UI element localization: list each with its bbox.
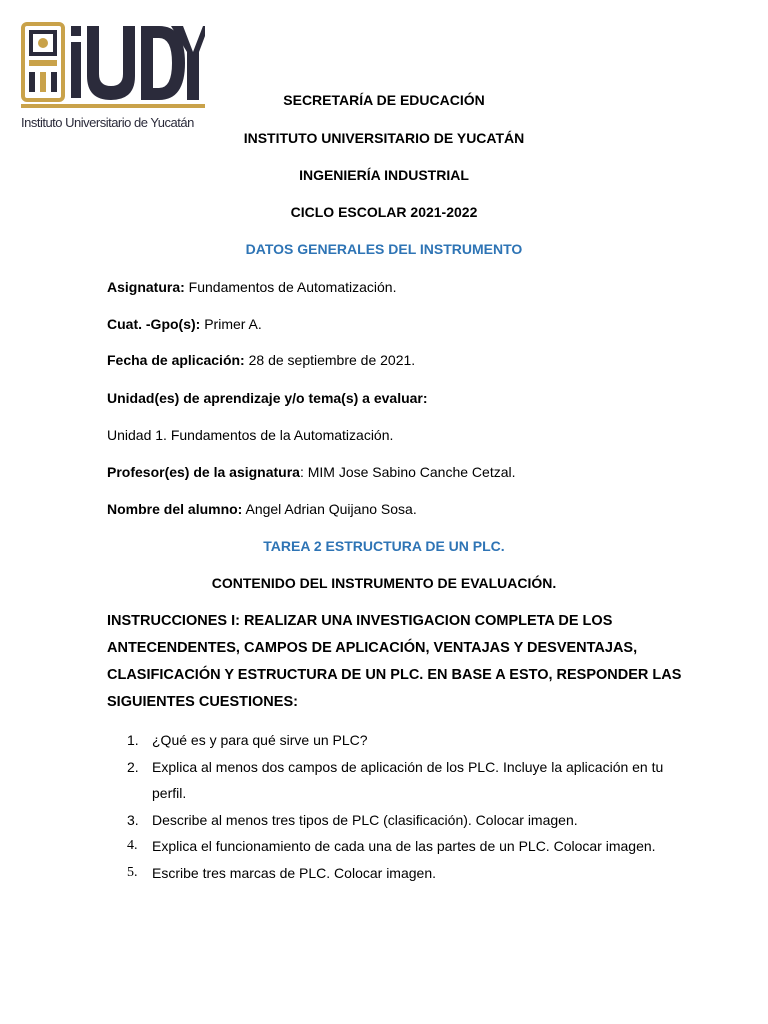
question-number: 4. bbox=[127, 838, 138, 853]
header-ciclo: CICLO ESCOLAR 2021-2022 bbox=[290, 204, 478, 220]
field-profesor-label: Profesor(es) de la asignatura bbox=[107, 464, 300, 480]
field-fecha-value: 28 de septiembre de 2021. bbox=[244, 352, 416, 368]
field-asignatura-label: Asignatura: bbox=[107, 279, 185, 295]
field-profesor-value: : MIM Jose Sabino Canche Cetzal. bbox=[299, 464, 516, 480]
field-alumno-value: Angel Adrian Quijano Sosa. bbox=[242, 501, 417, 517]
question-number: 3. bbox=[127, 811, 139, 828]
header-instituto: INSTITUTO UNIVERSITARIO DE YUCATÁN bbox=[243, 130, 525, 146]
header-secretaria: SECRETARÍA DE EDUCACIÓN bbox=[283, 92, 485, 108]
field-asignatura-value: Fundamentos de Automatización. bbox=[184, 279, 397, 295]
question-number: 1. bbox=[127, 732, 139, 748]
list-item bbox=[107, 807, 667, 834]
field-asignatura bbox=[107, 279, 396, 295]
logo-wordmark: Instituto Universitario de Yucatán bbox=[21, 115, 194, 130]
question-text: Escribe tres marcas de PLC. Colocar imagen. bbox=[152, 864, 436, 881]
questions-list bbox=[107, 727, 667, 886]
task-title: TAREA 2 ESTRUCTURA DE UN PLC. bbox=[263, 538, 505, 554]
content-title: CONTENIDO DEL INSTRUMENTO DE EVALUACIÓN. bbox=[211, 575, 557, 591]
field-cuat-value: Primer A. bbox=[200, 316, 262, 332]
field-unidad-label-row bbox=[107, 390, 428, 406]
question-text: ¿Qué es y para qué sirve un PLC? bbox=[152, 732, 368, 748]
instructions-text: INSTRUCCIONES I: REALIZAR UNA INVESTIGACION COMPLETA DE LOS ANTECENDENTES, CAMPOS DE APLICACIÓN, VENTAJAS Y DESVENTAJAS, CLASIFICACIÓN Y ESTRUCTURA DE UN PLC. EN BASE A ESTO, RESPONDER LAS SIGUIENTES CUESTIONES: bbox=[107, 613, 682, 710]
field-alumno-label: Nombre del alumno: bbox=[107, 501, 243, 517]
question-text: Explica al menos dos campos de aplicación de los PLC. Incluye la aplicación en tu perfil. bbox=[152, 758, 664, 801]
field-cuat bbox=[107, 316, 262, 332]
list-item bbox=[107, 860, 667, 887]
header-carrera: INGENIERÍA INDUSTRIAL bbox=[299, 167, 469, 183]
question-text: Explica el funcionamiento de cada una de las partes de un PLC. Colocar imagen. bbox=[152, 838, 656, 854]
field-profesor bbox=[107, 464, 516, 480]
field-unidad-label: Unidad(es) de aprendizaje y/o tema(s) a evaluar: bbox=[107, 390, 428, 406]
section-title-datos: DATOS GENERALES DEL INSTRUMENTO bbox=[245, 241, 523, 257]
field-cuat-label: Cuat. -Gpo(s): bbox=[107, 316, 201, 332]
field-alumno bbox=[107, 501, 417, 517]
list-item bbox=[107, 727, 667, 754]
question-number: 2. bbox=[127, 758, 139, 775]
institute-logo bbox=[21, 22, 205, 132]
question-number: 5. bbox=[127, 864, 138, 880]
list-item bbox=[107, 833, 667, 860]
question-text: Describe al menos tres tipos de PLC (clasificación). Colocar imagen. bbox=[152, 811, 578, 828]
field-unidad-value: Unidad 1. Fundamentos de la Automatización. bbox=[107, 427, 394, 443]
list-item bbox=[107, 754, 667, 807]
field-fecha-label: Fecha de aplicación: bbox=[107, 352, 245, 368]
field-fecha bbox=[107, 352, 415, 368]
